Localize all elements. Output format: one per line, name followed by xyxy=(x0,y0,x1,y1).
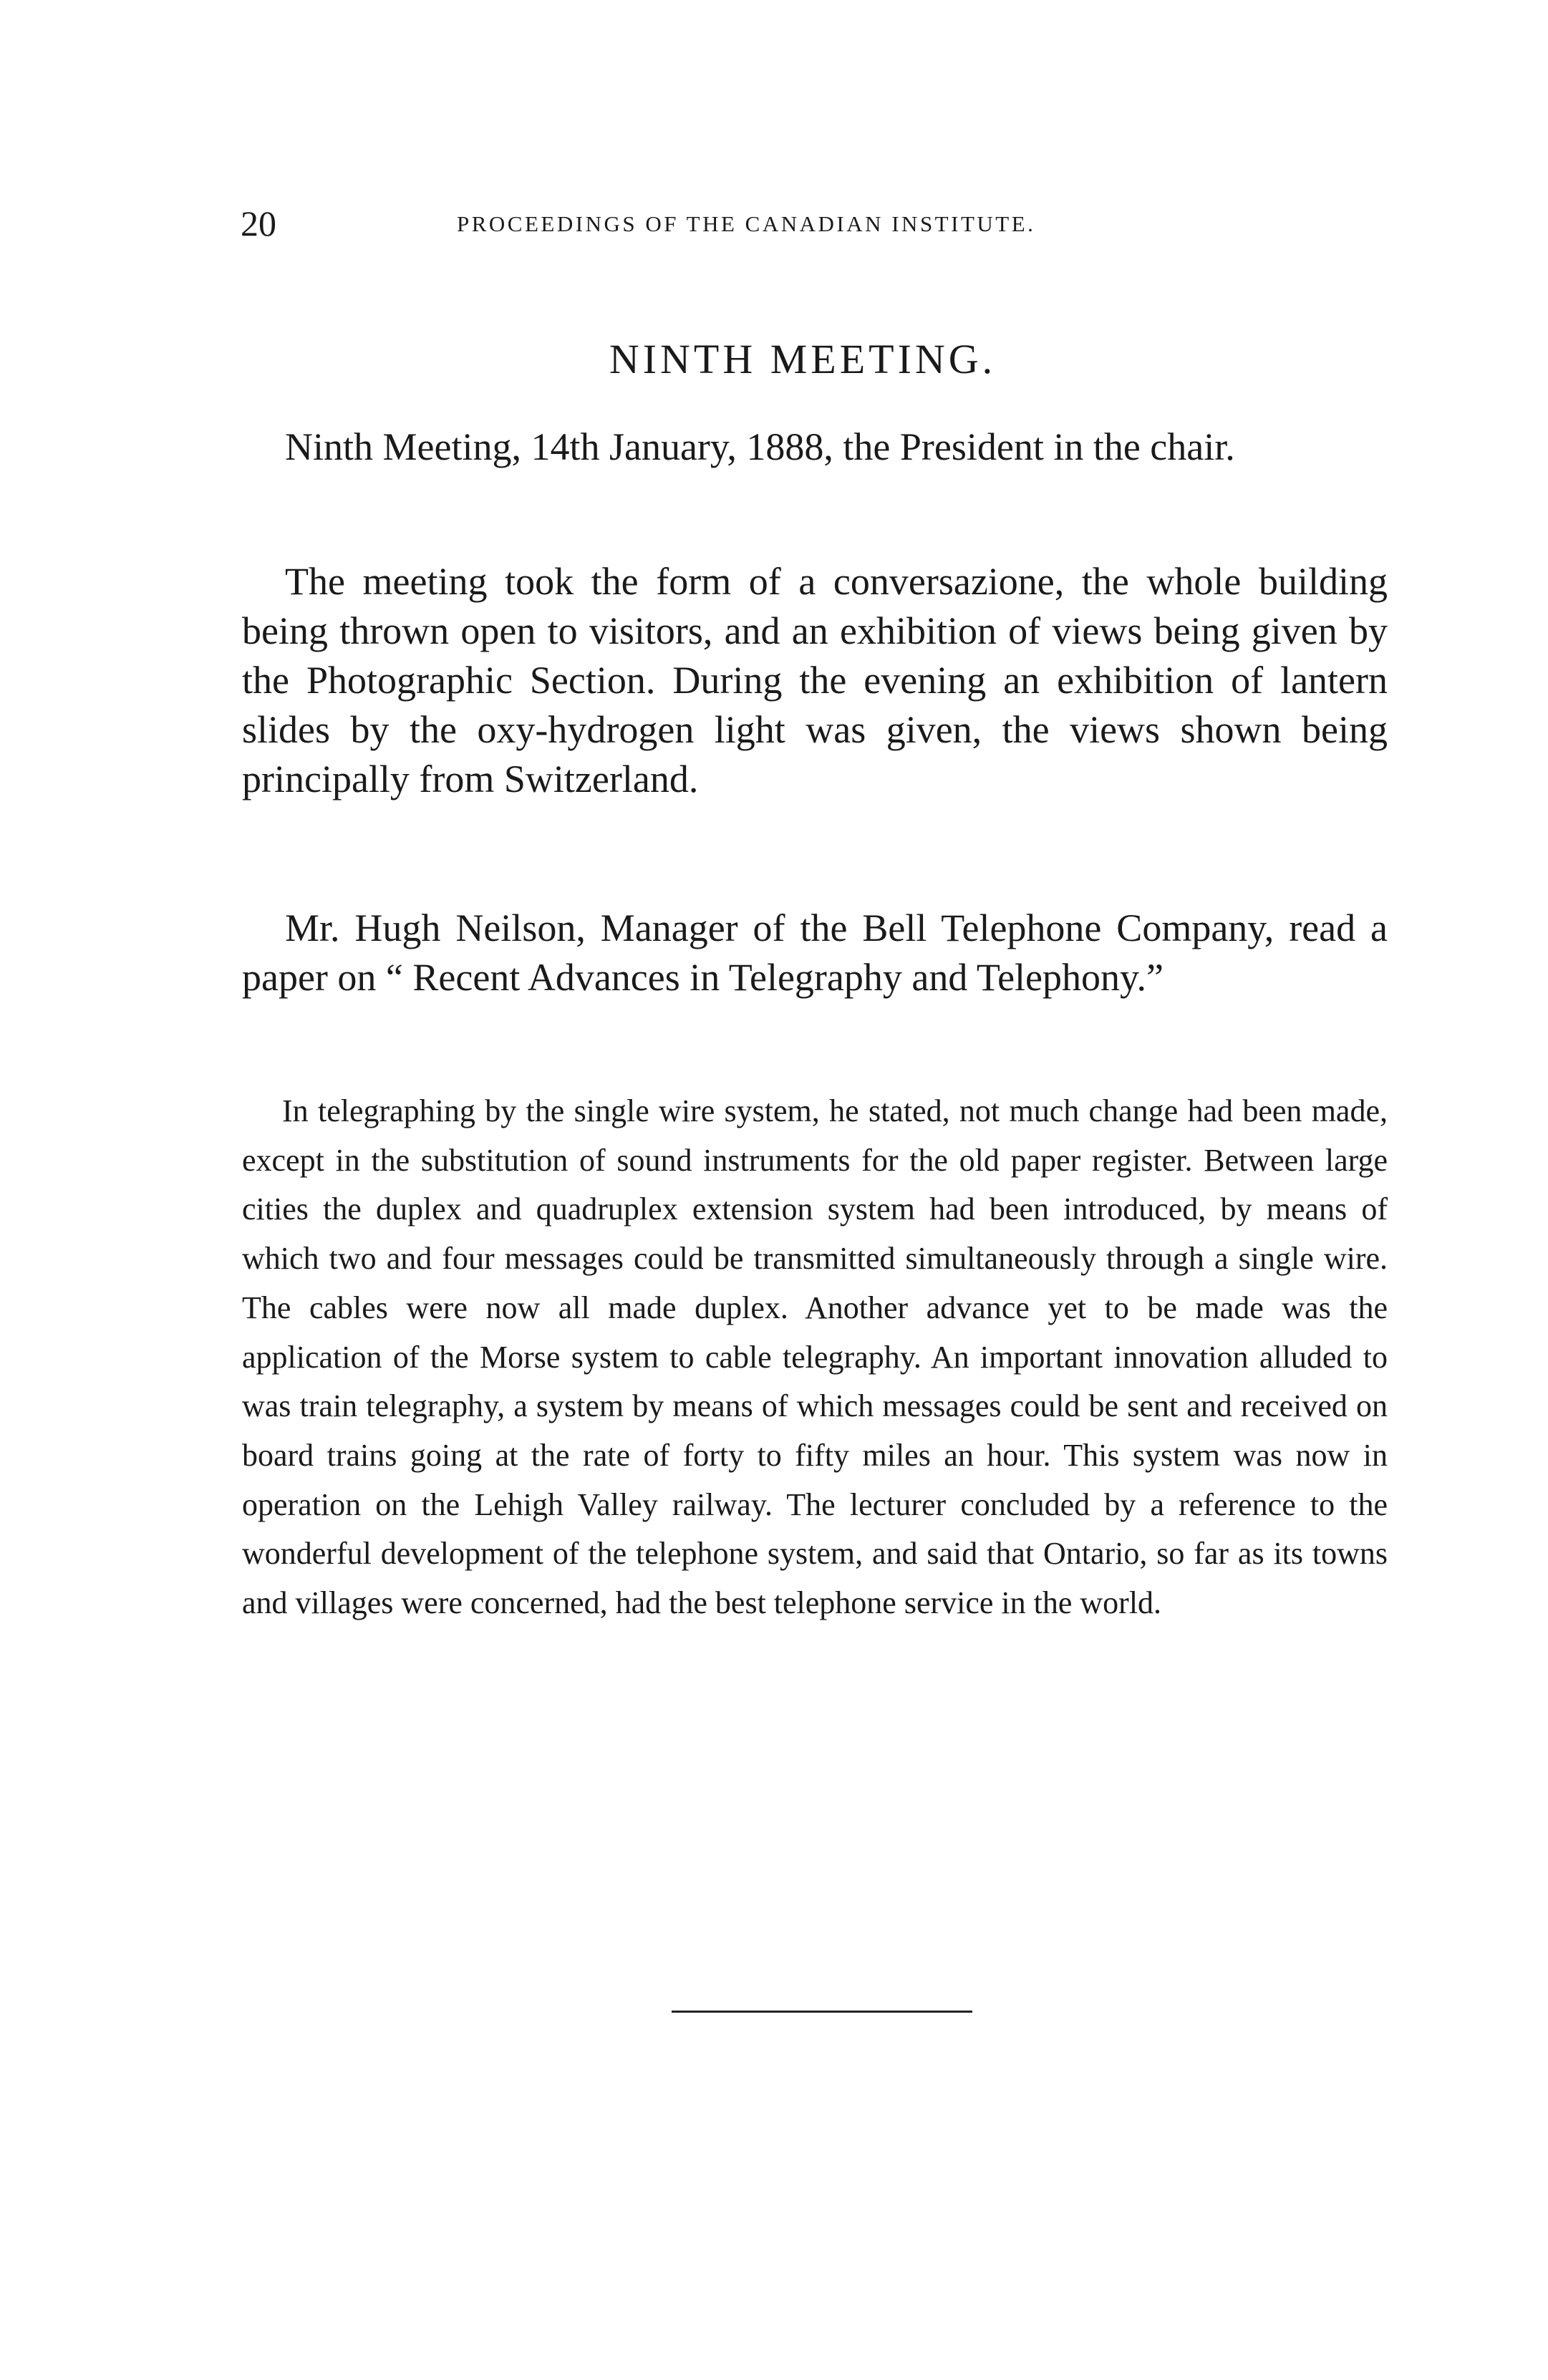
meeting-heading: NINTH MEETING. xyxy=(609,336,997,382)
section-divider xyxy=(672,2011,972,2013)
running-title: PROCEEDINGS OF THE CANADIAN INSTITUTE. xyxy=(457,211,1036,236)
meeting-date-paragraph: Ninth Meeting, 14th January, 1888, the President in the chair. xyxy=(285,425,1235,468)
conversazione-paragraph: The meeting took the form of a conversazione, the whole building being thrown open to visitors, and an exhibition of views being given by the Photographic Section. During the evening an exhibition of lantern slides by the oxy-hydrogen light was given, the views shown being principally from Switzerland. xyxy=(242,560,1388,800)
paper-summary-paragraph: In telegraphing by the single wire system, he stated, not much change had been made, except in the substitution of sound instruments for the old paper register. Between large cities the duplex and quadruplex extension system had been introduced, by means of which two and four messages could be transmitted simultaneously through a single wire. The cables were now all made duplex. Another advance yet to be made was the application of the Morse system to cable telegraphy. An important innovation alluded to was train telegraphy, a system by means of which messages could be sent and received on board trains going at the rate of forty to fifty miles an hour. This system was now in operation on the Lehigh Valley railway. The lecturer concluded by a reference to the wonderful development of the telephone system, and said that Ontario, so far as its towns and villages were concerned, had the best telephone service in the world. xyxy=(242,1093,1388,1621)
paper-announcement-paragraph: Mr. Hugh Neilson, Manager of the Bell Telephone Company, read a paper on “ Recent Advances in Telegraphy and Telephony.” xyxy=(242,906,1388,999)
running-head xyxy=(241,202,1408,245)
page-number: 20 xyxy=(241,203,276,243)
